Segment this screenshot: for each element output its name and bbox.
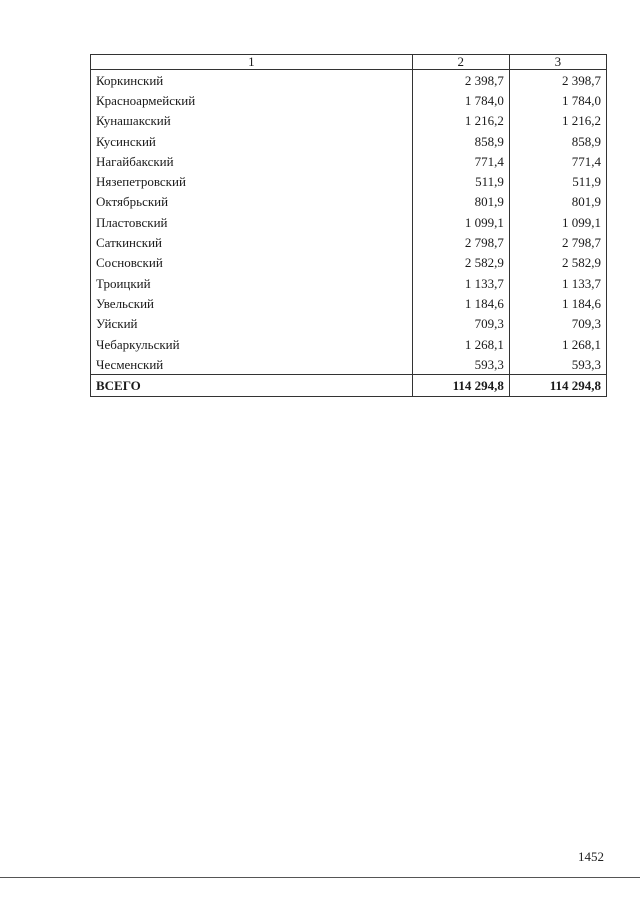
value-col-2-cell: 1 268,1 — [412, 334, 509, 354]
value-col-2-cell: 1 216,2 — [412, 111, 509, 131]
value-col-2-cell: 801,9 — [412, 192, 509, 212]
value-col-3-cell: 2 798,7 — [509, 232, 606, 252]
value-col-3-cell: 2 398,7 — [509, 70, 606, 91]
district-name-cell: Пластовский — [91, 212, 413, 232]
value-col-2-cell: 771,4 — [412, 151, 509, 171]
value-col-2-cell: 2 798,7 — [412, 232, 509, 252]
bottom-divider — [0, 877, 640, 878]
value-col-3-cell: 1 133,7 — [509, 273, 606, 293]
value-col-2-cell: 1 099,1 — [412, 212, 509, 232]
value-col-3-cell: 1 216,2 — [509, 111, 606, 131]
table-row — [91, 334, 607, 354]
value-col-3-cell: 1 184,6 — [509, 293, 606, 313]
table-row — [91, 131, 607, 151]
header-col-3: 3 — [509, 55, 606, 70]
budget-table — [90, 54, 607, 397]
district-name-cell: Чесменский — [91, 354, 413, 375]
value-col-2-cell: 2 398,7 — [412, 70, 509, 91]
value-col-2-cell: 709,3 — [412, 314, 509, 334]
district-name-cell: Кусинский — [91, 131, 413, 151]
table-row — [91, 253, 607, 273]
header-col-2: 2 — [412, 55, 509, 70]
table-row — [91, 70, 607, 91]
table-row — [91, 212, 607, 232]
value-col-3-cell: 771,4 — [509, 151, 606, 171]
value-col-3-cell: 858,9 — [509, 131, 606, 151]
value-col-3-cell: 511,9 — [509, 171, 606, 191]
table-row — [91, 232, 607, 252]
district-name-cell: Нагайбакский — [91, 151, 413, 171]
value-col-3-cell: 2 582,9 — [509, 253, 606, 273]
value-col-2-cell: 1 184,6 — [412, 293, 509, 313]
table-row — [91, 192, 607, 212]
table-row — [91, 171, 607, 191]
total-label-cell: ВСЕГО — [91, 375, 413, 396]
district-name-cell: Кунашакский — [91, 111, 413, 131]
value-col-2-cell: 1 133,7 — [412, 273, 509, 293]
district-name-cell: Саткинский — [91, 232, 413, 252]
value-col-3-cell: 709,3 — [509, 314, 606, 334]
table-row — [91, 111, 607, 131]
table-row — [91, 151, 607, 171]
value-col-3-cell: 801,9 — [509, 192, 606, 212]
value-col-3-cell: 1 784,0 — [509, 90, 606, 110]
district-name-cell: Нязепетровский — [91, 171, 413, 191]
value-col-2-cell: 858,9 — [412, 131, 509, 151]
header-col-1: 1 — [91, 55, 413, 70]
value-col-2-cell: 1 784,0 — [412, 90, 509, 110]
total-col-3-cell: 114 294,8 — [509, 375, 606, 396]
district-name-cell: Коркинский — [91, 70, 413, 91]
total-row — [91, 375, 607, 396]
value-col-2-cell: 593,3 — [412, 354, 509, 375]
district-name-cell: Октябрьский — [91, 192, 413, 212]
district-name-cell: Сосновский — [91, 253, 413, 273]
district-name-cell: Увельский — [91, 293, 413, 313]
district-name-cell: Чебаркульский — [91, 334, 413, 354]
district-name-cell: Троицкий — [91, 273, 413, 293]
value-col-3-cell: 593,3 — [509, 354, 606, 375]
table-row — [91, 273, 607, 293]
table-body — [91, 70, 607, 397]
value-col-3-cell: 1 099,1 — [509, 212, 606, 232]
table-row — [91, 354, 607, 375]
value-col-2-cell: 2 582,9 — [412, 253, 509, 273]
total-col-2-cell: 114 294,8 — [412, 375, 509, 396]
table-row — [91, 293, 607, 313]
value-col-2-cell: 511,9 — [412, 171, 509, 191]
value-col-3-cell: 1 268,1 — [509, 334, 606, 354]
district-name-cell: Уйский — [91, 314, 413, 334]
table-header-row — [91, 55, 607, 70]
district-name-cell: Красноармейский — [91, 90, 413, 110]
table-row — [91, 90, 607, 110]
page-number: 1452 — [578, 849, 604, 864]
table-row — [91, 314, 607, 334]
